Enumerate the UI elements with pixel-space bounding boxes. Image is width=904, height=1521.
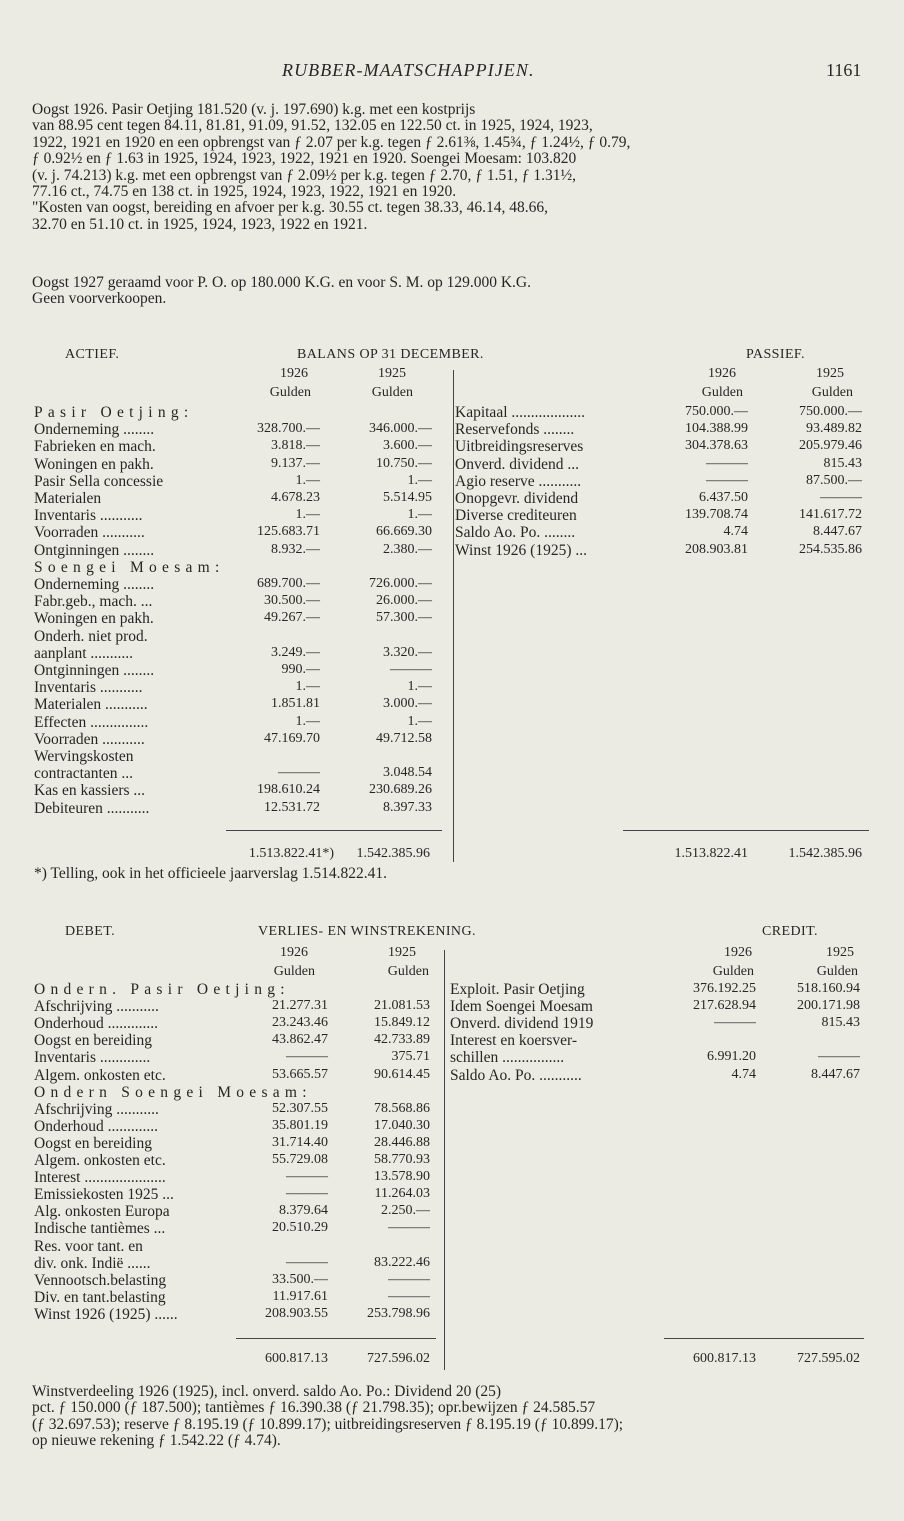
row-value-1925: 8.447.67: [813, 524, 862, 540]
row-value-1925: 254.535.86: [799, 541, 862, 557]
row-label: Afschrijving ...........: [34, 998, 159, 1016]
row-value-1925: 375.71: [391, 1049, 430, 1065]
verlies-credit-unit-1926: Gulden: [712, 964, 754, 979]
row-value-1926: 1.—: [295, 472, 320, 488]
row-value-1925: 66.669.30: [376, 524, 432, 540]
verlies-divider: [444, 950, 445, 1370]
row-label: Voorraden ...........: [34, 730, 145, 748]
row-label: Interest .....................: [34, 1169, 166, 1187]
row-value-1926: 1.—: [295, 713, 320, 729]
row-label: Pasir Sella concessie: [34, 472, 164, 490]
row-value-1925: 15.849.12: [374, 1015, 430, 1031]
oogst-1927-paragraph: [32, 275, 531, 308]
row-label: Algem. onkosten etc.: [34, 1152, 166, 1169]
balans-passief-year-1926: 1926: [708, 366, 736, 381]
text-line: (v. j. 74.213) k.g. met een opbrengst van ƒ 2.09½ per k.g. tegen ƒ 2.70, ƒ 1.51, ƒ 1.31½,: [32, 166, 576, 184]
balans-heading-title: BALANS OP 31 DECEMBER.: [297, 347, 484, 362]
row-value-1926: 208.903.81: [685, 541, 748, 557]
page-number: 1161: [826, 60, 862, 80]
row-label: Alg. onkosten Europa: [34, 1203, 170, 1221]
row-value-1926: 35.801.19: [272, 1117, 328, 1133]
row-value-1926: 3.249.—: [271, 644, 320, 660]
text-line: "Kosten van oogst, bereiding en afvoer per k.g. 30.55 ct. tegen 38.33, 46.14, 48.66,: [32, 199, 548, 217]
row-value-1925: 815.43: [821, 1015, 860, 1031]
row-value-1925: 78.568.86: [374, 1100, 430, 1116]
row-value-1926: ———: [706, 472, 748, 488]
text-line: 77.16 ct., 74.75 en 138 ct. in 1925, 1924, 1923, 1922, 1921 en 1920.: [32, 182, 457, 200]
row-value-1925: 3.320.—: [383, 644, 432, 660]
row-value-1926: ———: [278, 765, 320, 781]
row-label: Inventaris .............: [34, 1049, 151, 1067]
balans-total-passief-1925: 1.542.385.96: [788, 846, 862, 861]
row-value-1926: 750.000.—: [685, 404, 748, 419]
row-value-1925: ———: [820, 490, 862, 505]
verlies-credit-year-1925: 1925: [826, 945, 854, 960]
row-value-1926: 52.307.55: [272, 1100, 328, 1116]
row-value-1926: 30.500.—: [264, 593, 320, 609]
text-line: 1922, 1921 en 1920 en een opbrengst van ƒ 2.07 per k.g. tegen ƒ 2.61⅜, 1.45¾, ƒ 1.24½, ƒ 0.79,: [32, 133, 631, 151]
row-value-1926: ———: [714, 1015, 756, 1031]
row-value-1925: 49.712.58: [376, 730, 432, 746]
row-label: Onverd. dividend 1919: [450, 1015, 594, 1033]
row-value-1925: ———: [390, 662, 432, 677]
row-label: Effecten ...............: [34, 713, 149, 731]
row-value-1926: 21.277.31: [272, 998, 328, 1014]
row-label: Onderhoud .............: [34, 1117, 158, 1135]
verlies-total-credit-1925: 727.595.02: [797, 1351, 860, 1366]
verlies-total-debet-1925: 727.596.02: [367, 1351, 430, 1366]
oogst-1926-paragraph: [32, 102, 630, 233]
row-label: Idem Soengei Moesam: [450, 998, 593, 1016]
row-label: Fabrieken en mach.: [34, 438, 156, 456]
row-label: Oogst en bereiding: [34, 1032, 152, 1050]
verlies-debet-unit-1925: Gulden: [387, 964, 429, 979]
balans-actief-total-rule: [226, 830, 442, 831]
row-value-1925: 21.081.53: [374, 998, 430, 1014]
row-value-1926: ———: [286, 1186, 328, 1202]
verlies-credit-total-rule: [664, 1338, 864, 1339]
row-value-1926: 1.—: [295, 679, 320, 695]
balans-actief-year-1926: 1926: [280, 366, 308, 381]
row-label: div. onk. Indië ......: [34, 1254, 151, 1272]
balans-heading-actief: ACTIEF.: [65, 347, 120, 362]
row-value-1925: 17.040.30: [374, 1117, 430, 1133]
verlies-total-debet-1926: 600.817.13: [265, 1351, 328, 1366]
row-value-1925: 8.447.67: [811, 1066, 860, 1082]
row-label: Algem. onkosten etc.: [34, 1066, 166, 1084]
balans-actief-year-1925: 1925: [378, 366, 406, 381]
row-label: Winst 1926 (1925) ...: [455, 541, 587, 559]
row-value-1926: 689.700.—: [257, 576, 320, 591]
balans-passief-unit-1926: Gulden: [701, 385, 743, 400]
row-label: Onderneming ........: [34, 576, 155, 593]
row-value-1925: 1.—: [407, 472, 432, 488]
balans-divider: [453, 370, 454, 862]
row-value-1925: 28.446.88: [374, 1134, 430, 1150]
balans-passief-total-rule: [623, 830, 869, 831]
row-label: contractanten ...: [34, 765, 133, 783]
row-value-1925: 141.617.72: [799, 507, 862, 523]
row-value-1926: 104.388.99: [685, 421, 748, 437]
row-label: Woningen en pakh.: [34, 455, 154, 473]
row-label: Onderh. niet prod.: [34, 627, 148, 645]
row-label: Onderhoud .............: [34, 1015, 158, 1033]
text-line: 32.70 en 51.10 ct. in 1925, 1924, 1923, 1922 en 1921.: [32, 215, 368, 233]
row-value-1925: 5.514.95: [383, 490, 432, 505]
row-value-1926: 990.—: [281, 662, 320, 677]
row-value-1925: 2.250.—: [381, 1203, 430, 1219]
row-label: Indische tantièmes ...: [34, 1220, 166, 1238]
row-value-1925: 10.750.—: [376, 455, 432, 471]
row-label: Oogst en bereiding: [34, 1134, 152, 1152]
row-value-1925: 200.171.98: [797, 998, 860, 1014]
row-value-1926: 217.628.94: [693, 998, 756, 1014]
row-value-1926: 47.169.70: [264, 730, 320, 746]
row-label: Res. voor tant. en: [34, 1237, 143, 1255]
row-value-1926: 49.267.—: [264, 610, 320, 626]
row-label: Ondern Soengei Moesam:: [34, 1083, 312, 1101]
row-value-1926: 8.932.—: [271, 541, 320, 557]
row-value-1926: 1.—: [295, 507, 320, 523]
row-value-1926: ———: [286, 1254, 328, 1270]
row-value-1926: 198.610.24: [257, 782, 320, 798]
row-value-1925: 205.979.46: [799, 438, 862, 454]
balans-footnote: *) Telling, ook in het officieele jaarverslag 1.514.822.41.: [34, 865, 388, 882]
row-value-1926: 55.729.08: [272, 1152, 328, 1167]
row-value-1925: 815.43: [823, 455, 862, 471]
row-value-1925: 3.600.—: [383, 438, 432, 454]
row-value-1926: 304.378.63: [685, 438, 748, 454]
row-value-1926: 3.818.—: [271, 438, 320, 454]
row-label: Kas en kassiers ...: [34, 782, 146, 800]
row-value-1926: 328.700.—: [257, 421, 320, 437]
verlies-debet-year-1925: 1925: [388, 945, 416, 960]
row-value-1926: 11.917.61: [272, 1288, 328, 1304]
balans-passief-year-1925: 1925: [816, 366, 844, 381]
row-value-1926: 53.665.57: [272, 1066, 328, 1082]
text-line: van 88.95 cent tegen 84.11, 81.81, 91.09, 91.52, 132.05 en 122.50 ct. in 1925, 1924, 1923,: [32, 117, 593, 135]
text-line: Oogst 1927 geraamd voor P. O. op 180.000 K.G. en voor S. M. op 129.000 K.G.: [32, 274, 531, 291]
row-value-1925: 8.397.33: [383, 799, 432, 815]
text-line: Winstverdeeling 1926 (1925), incl. onverd. saldo Ao. Po.: Dividend 20 (25): [32, 1383, 502, 1400]
row-label: Saldo Ao. Po. ........: [455, 524, 576, 542]
text-line: ƒ 0.92½ en ƒ 1.63 in 1925, 1924, 1923, 1922, 1921 en 1920. Soengei Moesam: 103.820: [32, 150, 577, 168]
row-value-1926: 20.510.29: [272, 1220, 328, 1236]
row-label: Diverse crediteuren: [455, 507, 577, 525]
verlies-total-credit-1926: 600.817.13: [693, 1351, 756, 1366]
balans-total-passief-1926: 1.513.822.41: [674, 846, 748, 861]
row-value-1926: ———: [706, 455, 748, 471]
row-value-1925: 230.689.26: [369, 782, 432, 798]
row-label: Inventaris ...........: [34, 679, 143, 697]
balans-total-actief-1926: 1.513.822.41*): [248, 846, 334, 861]
row-label: Onverd. dividend ...: [455, 455, 579, 473]
row-value-1925: 11.264.03: [374, 1186, 430, 1202]
row-label: Soengei Moesam:: [34, 558, 225, 576]
row-value-1926: 31.714.40: [272, 1134, 328, 1150]
text-line: pct. ƒ 150.000 (ƒ 187.500); tantièmes ƒ 16.390.38 (ƒ 21.798.35); opr.bewijzen ƒ 24.585.57: [32, 1399, 596, 1417]
row-value-1925: 1.—: [407, 679, 432, 695]
row-value-1925: 13.578.90: [374, 1169, 430, 1185]
text-line: (ƒ 32.697.53); reserve ƒ 8.195.19 (ƒ 10.899.17); uitbreidingsreserven ƒ 8.195.19 (ƒ 10.899.17);: [32, 1415, 624, 1433]
row-value-1926: 6.991.20: [707, 1049, 756, 1065]
row-value-1925: 87.500.—: [806, 472, 862, 488]
row-label: Vennootsch.belasting: [34, 1271, 167, 1289]
row-label: Exploit. Pasir Oetjing: [450, 981, 585, 998]
row-value-1926: 8.379.64: [279, 1203, 328, 1219]
row-value-1925: 58.770.93: [374, 1152, 430, 1167]
balans-actief-unit-1925: Gulden: [371, 385, 413, 400]
row-label: Reservefonds ........: [455, 421, 575, 439]
page-title: RUBBER-MAATSCHAPPIJEN.: [282, 60, 535, 80]
balans-passief-unit-1925: Gulden: [811, 385, 853, 400]
row-label: Debiteuren ...........: [34, 799, 150, 817]
row-value-1925: 2.380.—: [383, 541, 432, 557]
row-value-1925: 1.—: [407, 713, 432, 729]
row-value-1926: 139.708.74: [685, 507, 748, 523]
row-value-1925: 3.000.—: [383, 696, 432, 712]
row-value-1925: 3.048.54: [383, 765, 432, 781]
row-label: Voorraden ...........: [34, 524, 145, 542]
row-value-1925: 1.—: [407, 507, 432, 523]
verlies-credit-year-1926: 1926: [724, 945, 752, 960]
row-label: Woningen en pakh.: [34, 610, 154, 628]
row-value-1925: ———: [388, 1288, 430, 1304]
row-value-1926: 208.903.55: [265, 1305, 328, 1321]
row-value-1926: 43.862.47: [272, 1032, 328, 1048]
row-value-1925: 518.160.94: [797, 981, 860, 996]
row-value-1926: ———: [286, 1049, 328, 1065]
row-value-1925: 90.614.45: [374, 1066, 430, 1082]
balans-heading-passief: PASSIEF.: [746, 347, 805, 362]
row-label: Interest en koersver-: [450, 1032, 578, 1050]
balans-actief-unit-1926: Gulden: [269, 385, 311, 400]
row-label: Kapitaal ...................: [455, 404, 586, 421]
row-value-1925: ———: [818, 1049, 860, 1065]
row-label: Agio reserve ...........: [455, 472, 582, 490]
row-label: aanplant ...........: [34, 644, 134, 662]
row-value-1926: ———: [286, 1169, 328, 1185]
text-line: op nieuwe rekening ƒ 1.542.22 (ƒ 4.74).: [32, 1432, 281, 1450]
row-value-1925: 253.798.96: [367, 1305, 430, 1321]
row-value-1925: ———: [388, 1271, 430, 1287]
row-label: Onderneming ........: [34, 421, 155, 439]
row-value-1925: 42.733.89: [374, 1032, 430, 1048]
row-label: Onopgevr. dividend: [455, 490, 579, 507]
row-label: Emissiekosten 1925 ...: [34, 1186, 174, 1204]
row-label: Winst 1926 (1925) ......: [34, 1305, 178, 1323]
verlies-heading-credit: CREDIT.: [762, 924, 818, 939]
row-value-1926: 125.683.71: [257, 524, 320, 540]
row-label: Materialen ...........: [34, 696, 148, 714]
row-label: Inventaris ...........: [34, 507, 143, 525]
row-label: Wervingskosten: [34, 748, 134, 765]
row-value-1926: 6.437.50: [699, 490, 748, 505]
verlies-debet-year-1926: 1926: [280, 945, 308, 960]
verlies-debet-total-rule: [236, 1338, 436, 1339]
row-value-1926: 23.243.46: [272, 1015, 328, 1031]
row-label: Saldo Ao. Po. ...........: [450, 1066, 582, 1084]
row-value-1925: 750.000.—: [799, 404, 862, 419]
row-value-1925: 346.000.—: [369, 421, 432, 437]
row-label: Materialen: [34, 490, 102, 507]
text-line: Oogst 1926. Pasir Oetjing 181.520 (v. j. 197.690) k.g. met een kostprijs: [32, 101, 476, 118]
row-value-1925: 726.000.—: [369, 576, 432, 591]
row-value-1926: 4.74: [731, 1066, 756, 1082]
row-value-1926: 1.851.81: [271, 696, 320, 712]
row-label: schillen ................: [450, 1049, 565, 1067]
row-label: Ontginningen ........: [34, 662, 155, 679]
row-value-1926: 4.74: [723, 524, 748, 540]
row-label: Div. en tant.belasting: [34, 1288, 166, 1306]
row-value-1925: 57.300.—: [376, 610, 432, 626]
row-value-1925: 26.000.—: [376, 593, 432, 609]
row-label: Ondern. Pasir Oetjing:: [34, 981, 290, 998]
row-label: Fabr.geb., mach. ...: [34, 593, 153, 611]
verlies-heading-debet: DEBET.: [65, 924, 116, 939]
row-value-1926: 12.531.72: [264, 799, 320, 815]
row-label: Uitbreidingsreserves: [455, 438, 584, 456]
text-line: Geen voorverkoopen.: [32, 290, 167, 308]
verlies-heading-title: VERLIES- EN WINSTREKENING.: [258, 924, 476, 939]
balans-total-actief-1925: 1.542.385.96: [356, 846, 430, 861]
row-label: Pasir Oetjing:: [34, 404, 194, 421]
row-value-1925: ———: [388, 1220, 430, 1236]
row-value-1926: 376.192.25: [693, 981, 756, 996]
row-value-1926: 33.500.—: [272, 1271, 328, 1287]
row-value-1926: 4.678.23: [271, 490, 320, 505]
verlies-debet-unit-1926: Gulden: [273, 964, 315, 979]
row-value-1925: 83.222.46: [374, 1254, 430, 1270]
row-label: Afschrijving ...........: [34, 1100, 159, 1118]
row-label: Ontginningen ........: [34, 541, 155, 559]
verlies-credit-unit-1925: Gulden: [816, 964, 858, 979]
row-value-1925: 93.489.82: [806, 421, 862, 437]
row-value-1926: 9.137.—: [271, 455, 320, 471]
winstverdeeling-paragraph: [32, 1384, 623, 1450]
